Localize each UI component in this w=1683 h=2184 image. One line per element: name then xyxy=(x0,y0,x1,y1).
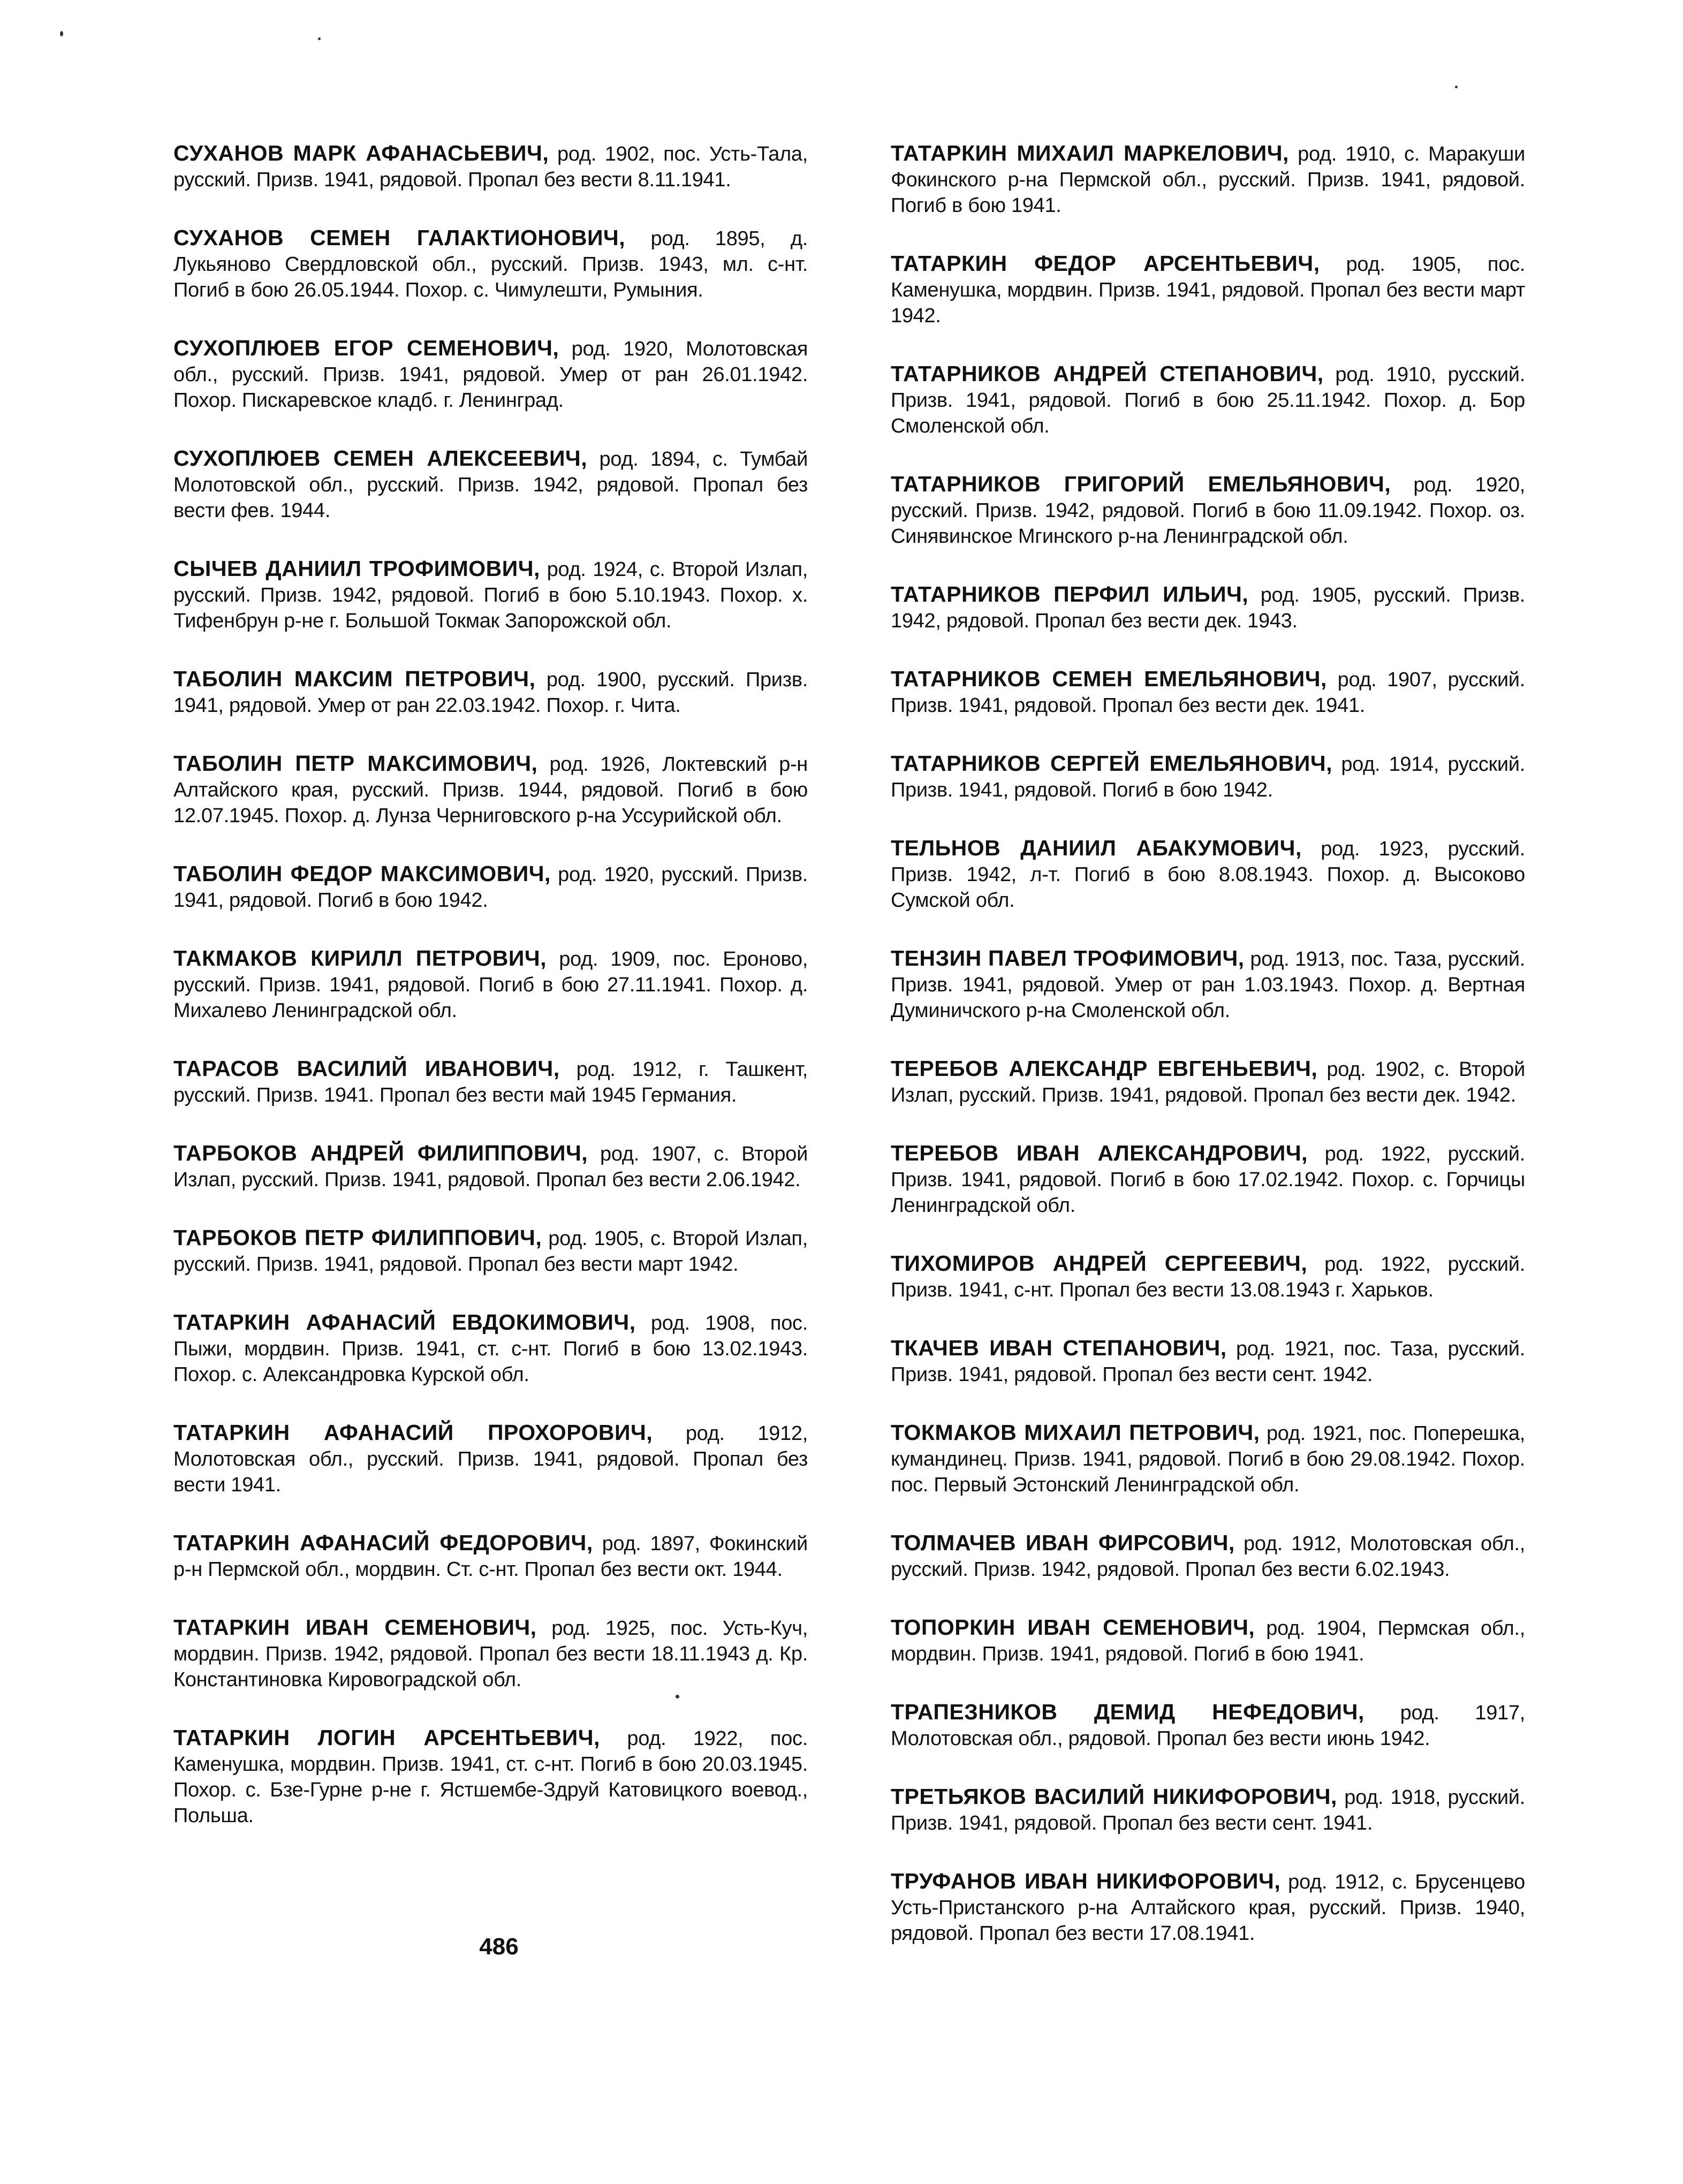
entry-text: род. 1922, русский. Призв. 1941, с-нт. Пропал без вести 13.08.1943 г. Харьков. xyxy=(891,1253,1525,1301)
entry xyxy=(173,1056,808,1108)
entry-text: род. 1894, с. Тумбай Молотовской обл., русский. Призв. 1942, рядовой. Пропал без вести фев. 1944. xyxy=(173,448,808,522)
entry-text: род. 1922, русский. Призв. 1941, рядовой. Погиб в бою 17.02.1942. Похор. с. Горчицы Ленинградской обл. xyxy=(891,1143,1525,1217)
entry-text: род. 1926, Локтевский р-н Алтайского края, русский. Призв. 1944, рядовой. Погиб в бою 12.07.1945. Похор. д. Лунза Черниговского р-на Уссурийской обл. xyxy=(173,753,808,827)
entry-text: род. 1912, Молотовская обл., русский. Призв. 1941, рядовой. Пропал без вести 1941. xyxy=(173,1422,808,1496)
entry xyxy=(173,445,808,524)
entry xyxy=(891,1140,1525,1218)
entry xyxy=(173,1140,808,1193)
entry xyxy=(891,945,1525,1023)
entry-name: СУХОПЛЮЕВ СЕМЕН АЛЕКСЕЕВИЧ, xyxy=(173,446,588,471)
entry xyxy=(891,1699,1525,1751)
entry xyxy=(173,1309,808,1387)
entry-text: род. 1904, Пермская обл., мордвин. Призв. 1941, рядовой. Погиб в бою 1941. xyxy=(891,1617,1525,1665)
entry xyxy=(891,1250,1525,1303)
scan-speck xyxy=(676,1695,679,1698)
entry-name: ТЕНЗИН ПАВЕЛ ТРОФИМОВИЧ, xyxy=(891,946,1245,970)
entry-name: ТАКМАКОВ КИРИЛЛ ПЕТРОВИЧ, xyxy=(173,946,547,970)
entry-text: род. 1905, с. Второй Излап, русский. Призв. 1941, рядовой. Пропал без вести март 1942. xyxy=(173,1227,808,1276)
entry xyxy=(173,140,808,193)
entry xyxy=(891,1784,1525,1836)
entry-text: род. 1895, д. Лукьяново Свердловской обл., русский. Призв. 1943, мл. с-нт. Погиб в бою 26.05.1944. Похор. с. Чимулешти, Румыния. xyxy=(173,228,808,301)
entry-name: ТАБОЛИН МАКСИМ ПЕТРОВИЧ, xyxy=(173,666,536,691)
left-column xyxy=(173,140,808,1861)
entry-text: род. 1900, русский. Призв. 1941, рядовой. Умер от ран 22.03.1942. Похор. г. Чита. xyxy=(173,669,808,717)
entry xyxy=(173,225,808,303)
entry-name: ТАТАРНИКОВ АНДРЕЙ СТЕПАНОВИЧ, xyxy=(891,361,1324,386)
entry-text: род. 1897, Фокинский р-н Пермской обл., мордвин. Ст. с-нт. Пропал без вести окт. 1944. xyxy=(173,1533,808,1581)
entry-name: ТАТАРКИН ФЕДОР АРСЕНТЬЕВИЧ, xyxy=(891,251,1320,276)
entry-name: ТРАПЕЗНИКОВ ДЕМИД НЕФЕДОВИЧ, xyxy=(891,1700,1364,1724)
entry-name: ТАТАРКИН АФАНАСИЙ ПРОХОРОВИЧ, xyxy=(173,1420,653,1445)
entry xyxy=(173,1725,808,1829)
entry-name: ТЕРЕБОВ ИВАН АЛЕКСАНДРОВИЧ, xyxy=(891,1141,1308,1165)
entry xyxy=(173,945,808,1023)
entry-text: род. 1902, с. Второй Излап, русский. Призв. 1941, рядовой. Пропал без вести дек. 1942. xyxy=(891,1058,1526,1106)
entry-text: род. 1908, пос. Пыжи, мордвин. Призв. 1941, ст. с-нт. Погиб в бою 13.02.1943. Похор. с. Александровка Курской обл. xyxy=(173,1312,808,1386)
entry-name: ТЕРЕБОВ АЛЕКСАНДР ЕВГЕНЬЕВИЧ, xyxy=(891,1056,1318,1081)
entry xyxy=(891,835,1525,913)
entry-text: род. 1918, русский. Призв. 1941, рядовой. Пропал без вести сент. 1941. xyxy=(891,1786,1525,1834)
page-number: 486 xyxy=(479,1933,519,1960)
entry-text: род. 1920, русский. Призв. 1941, рядовой. Погиб в бою 1942. xyxy=(173,863,808,912)
entry xyxy=(891,1056,1525,1108)
entry-name: ТРЕТЬЯКОВ ВАСИЛИЙ НИКИФОРОВИЧ, xyxy=(891,1784,1337,1809)
entry-text: род. 1907, русский. Призв. 1941, рядовой. Пропал без вести дек. 1941. xyxy=(891,669,1525,717)
entry-text: род. 1921, пос. Поперешка, кумандинец. Призв. 1941, рядовой. Погиб в бою 29.08.1942. Похор. пос. Первый Эстонский Ленинградской обл. xyxy=(891,1422,1525,1496)
entry-name: ТАТАРКИН АФАНАСИЙ ФЕДОРОВИЧ, xyxy=(173,1530,593,1555)
entry-text: род. 1913, пос. Таза, русский. Призв. 1941, рядовой. Умер от ран 1.03.1943. Похор. д. Вертная Думиничского р-на Смоленской обл. xyxy=(891,948,1526,1022)
entry-text: род. 1921, пос. Таза, русский. Призв. 1941, рядовой. Пропал без вести сент. 1942. xyxy=(891,1338,1525,1386)
entry-text: род. 1920, русский. Призв. 1942, рядовой. Погиб в бою 11.09.1942. Похор. оз. Синявинское Мгинского р-на Ленинградской обл. xyxy=(891,474,1525,548)
entry-name: ТАТАРНИКОВ СЕРГЕЙ ЕМЕЛЬЯНОВИЧ, xyxy=(891,751,1333,776)
entry xyxy=(891,1420,1525,1498)
entry xyxy=(173,750,808,829)
entry-name: ТАТАРКИН АФАНАСИЙ ЕВДОКИМОВИЧ, xyxy=(173,1310,636,1334)
entry-text: род. 1907, с. Второй Излап, русский. Призв. 1941, рядовой. Пропал без вести 2.06.1942. xyxy=(173,1143,808,1191)
entry xyxy=(173,556,808,634)
scan-speck xyxy=(318,37,321,40)
entry-name: ТОЛМАЧЕВ ИВАН ФИРСОВИЧ, xyxy=(891,1530,1235,1555)
entry xyxy=(173,1530,808,1582)
entry-name: СУХАНОВ СЕМЕН ГАЛАКТИОНОВИЧ, xyxy=(173,225,626,250)
entry xyxy=(891,140,1525,218)
entry xyxy=(891,1614,1525,1667)
entry-text: род. 1923, русский. Призв. 1942, л-т. Погиб в бою 8.08.1943. Похор. д. Высоково Сумской обл. xyxy=(891,838,1525,912)
entry xyxy=(891,750,1525,803)
entry-name: СУХОПЛЮЕВ ЕГОР СЕМЕНОВИЧ, xyxy=(173,336,559,360)
entry xyxy=(891,666,1525,718)
entry-text: род. 1914, русский. Призв. 1941, рядовой. Погиб в бою 1942. xyxy=(891,753,1525,801)
entry-name: ТАБОЛИН ПЕТР МАКСИМОВИЧ, xyxy=(173,751,538,776)
entry-text: род. 1912, Молотовская обл., русский. Призв. 1942, рядовой. Пропал без вести 6.02.1943. xyxy=(891,1533,1525,1581)
entry-name: ТРУФАНОВ ИВАН НИКИФОРОВИЧ, xyxy=(891,1869,1281,1893)
entry xyxy=(173,335,808,413)
entry-name: ТКАЧЕВ ИВАН СТЕПАНОВИЧ, xyxy=(891,1336,1227,1360)
entry-name: ТОПОРКИН ИВАН СЕМЕНОВИЧ, xyxy=(891,1615,1255,1640)
entry xyxy=(891,581,1525,634)
entry xyxy=(891,251,1525,329)
entry-name: ТОКМАКОВ МИХАИЛ ПЕТРОВИЧ, xyxy=(891,1420,1260,1445)
entry-name: ТАБОЛИН ФЕДОР МАКСИМОВИЧ, xyxy=(173,861,551,886)
entry xyxy=(891,1530,1525,1582)
entry-name: ТАРАСОВ ВАСИЛИЙ ИВАНОВИЧ, xyxy=(173,1056,560,1081)
entry-text: род. 1922, пос. Каменушка, мордвин. Призв. 1941, ст. с-нт. Погиб в бою 20.03.1945. Похор. с. Бзе-Гурне р-не г. Ястшембе-Здруй Катовицкого воевод., Польша. xyxy=(173,1727,808,1827)
entry-name: ТАТАРКИН МИХАИЛ МАРКЕЛОВИЧ, xyxy=(891,141,1289,165)
entry-text: род. 1909, пос. Ероново, русский. Призв. 1941, рядовой. Погиб в бою 27.11.1941. Похор. д. Михалево Ленинградской обл. xyxy=(173,948,808,1022)
entry xyxy=(891,1335,1525,1387)
entry-name: ТАРБОКОВ ПЕТР ФИЛИППОВИЧ, xyxy=(173,1225,542,1250)
entry xyxy=(173,1614,808,1693)
entry-text: род. 1910, с. Маракуши Фокинского р-на Пермской обл., русский. Призв. 1941, рядовой. Погиб в бою 1941. xyxy=(891,143,1526,217)
entry xyxy=(173,861,808,913)
entry-name: СУХАНОВ МАРК АФАНАСЬЕВИЧ, xyxy=(173,141,549,165)
entry-text: род. 1910, русский. Призв. 1941, рядовой. Погиб в бою 25.11.1942. Похор. д. Бор Смоленской обл. xyxy=(891,363,1525,437)
entry-text: род. 1925, пос. Усть-Куч, мордвин. Призв. 1942, рядовой. Пропал без вести 18.11.1943 д. Кр. Константиновка Кировоградской обл. xyxy=(173,1617,808,1691)
entry-text: род. 1905, русский. Призв. 1942, рядовой. Пропал без вести дек. 1943. xyxy=(891,584,1525,632)
scan-speck xyxy=(60,31,63,36)
entry-name: ТАТАРНИКОВ СЕМЕН ЕМЕЛЬЯНОВИЧ, xyxy=(891,666,1327,691)
entry-name: ТИХОМИРОВ АНДРЕЙ СЕРГЕЕВИЧ, xyxy=(891,1251,1308,1276)
entry-name: СЫЧЕВ ДАНИИЛ ТРОФИМОВИЧ, xyxy=(173,556,540,581)
entry-name: ТАТАРНИКОВ ПЕРФИЛ ИЛЬИЧ, xyxy=(891,582,1249,606)
entry xyxy=(173,1225,808,1277)
entry-name: ТАТАРНИКОВ ГРИГОРИЙ ЕМЕЛЬЯНОВИЧ, xyxy=(891,472,1391,496)
entry-text: род. 1912, г. Ташкент, русский. Призв. 1941. Пропал без вести май 1945 Германия. xyxy=(173,1058,808,1106)
entry-text: род. 1902, пос. Усть-Тала, русский. Призв. 1941, рядовой. Пропал без вести 8.11.1941. xyxy=(173,143,808,191)
entry-text: род. 1924, с. Второй Излап, русский. Призв. 1942, рядовой. Погиб в бою 5.10.1943. Похор. х. Тифенбрун р-не г. Большой Токмак Запорожской обл. xyxy=(173,558,808,632)
right-column xyxy=(891,140,1525,1978)
entry-name: ТАТАРКИН ЛОГИН АРСЕНТЬЕВИЧ, xyxy=(173,1725,600,1750)
entry-text: род. 1905, пос. Каменушка, мордвин. Призв. 1941, рядовой. Пропал без вести март 1942. xyxy=(891,253,1525,327)
entry-text: род. 1920, Молотовская обл., русский. Призв. 1941, рядовой. Умер от ран 26.01.1942. Похор. Пискаревское кладб. г. Ленинград. xyxy=(173,338,808,412)
entry xyxy=(173,1420,808,1498)
entry-text: род. 1917, Молотовская обл., рядовой. Пропал без вести июнь 1942. xyxy=(891,1702,1525,1750)
entry-name: ТАТАРКИН ИВАН СЕМЕНОВИЧ, xyxy=(173,1615,537,1640)
entry xyxy=(891,471,1525,549)
entry-name: ТЕЛЬНОВ ДАНИИЛ АБАКУМОВИЧ, xyxy=(891,836,1302,860)
entry xyxy=(891,361,1525,439)
scan-speck xyxy=(1455,86,1458,88)
entry-text: род. 1912, с. Брусенцево Усть-Пристанского р-на Алтайского края, русский. Призв. 1940, рядовой. Пропал без вести 17.08.1941. xyxy=(891,1871,1525,1945)
entry xyxy=(891,1868,1525,1946)
entry xyxy=(173,666,808,718)
entry-name: ТАРБОКОВ АНДРЕЙ ФИЛИППОВИЧ, xyxy=(173,1141,588,1165)
